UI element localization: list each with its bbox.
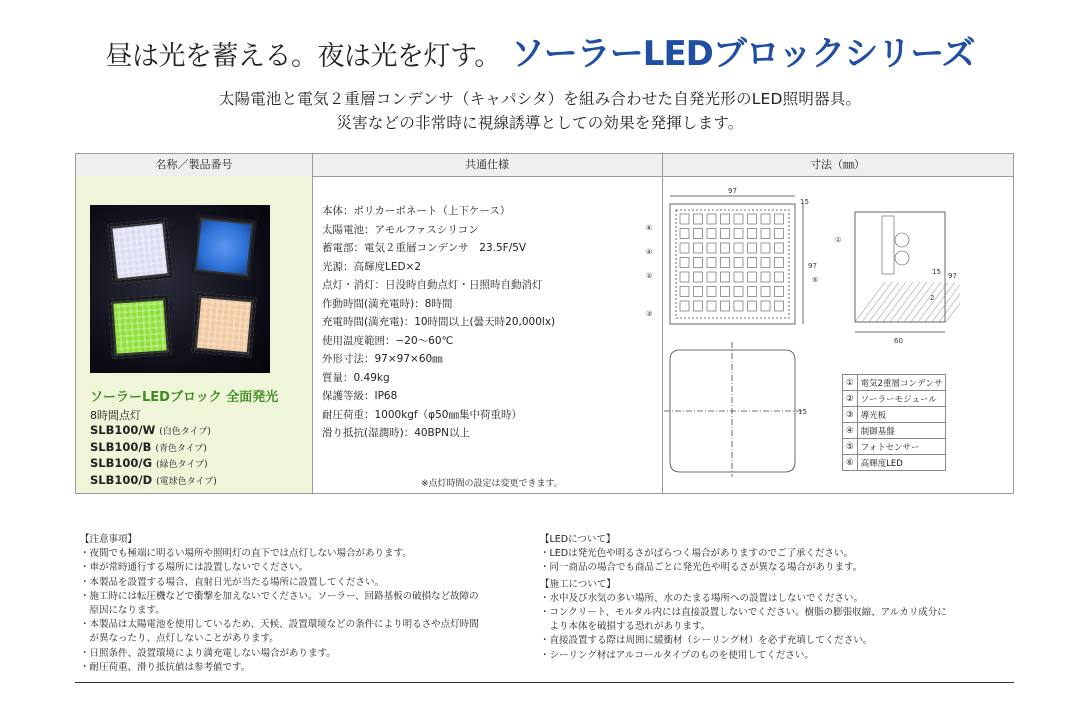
led-cell [694,229,703,239]
led-cell [721,229,730,239]
note-line: ・車が常時通行する場所には設置しないでください。 [80,562,309,574]
led-cell [775,243,784,253]
spec-item: 外形寸法：97×97×60㎜ [322,353,443,365]
column-divider [312,154,313,493]
led-heading: 【LEDについて】 [540,534,616,545]
parts-legend [842,374,946,471]
title-brand: ソーラーLEDブロックシリーズ [510,34,975,74]
header-dimensions: 寸法（㎜） [810,158,865,171]
dim-side-height: 97 [948,272,957,280]
green-block-image [108,295,172,359]
led-cell [775,214,784,224]
note-line: 原因になります。 [80,605,165,617]
led-cell [734,243,743,253]
led-cell [748,272,757,282]
note-line: ・本製品は太陽電池を使用しているため、天候、設置環境などの条件により明るさや点灯時間 [80,619,479,631]
led-cell [707,258,716,268]
led-cell [721,272,730,282]
led-cell [775,272,784,282]
spec-item: 保護等級：IP68 [322,390,398,402]
spec-item: 滑り抵抗(湿潤時)：40BPN以上 [322,427,470,439]
legend-row: ④ 制御基盤 [843,423,946,439]
led-cell [721,258,730,268]
callout-4: ④ [646,248,653,256]
product-subtitle: 8時間点灯 [90,409,141,422]
led-cell [721,301,730,311]
led-cell [734,301,743,311]
dim-corner: 15 [800,198,809,206]
led-cell [748,229,757,239]
note-line: ・コンクリート、モルタル内には直接設置しないでください。樹脂の膨張収縮、アルカリ成分に [540,607,947,619]
led-cell [721,214,730,224]
spec-item: 作動時間(満充電時)：8時間 [322,297,453,310]
white-block-image [107,218,173,284]
led-cell [680,243,689,253]
warm-block-image [191,292,256,357]
led-cell [761,258,770,268]
dim-side-width: 60 [894,337,903,345]
hatch-line [946,282,960,322]
spec-item: 蓄電部：電気２重層コンデンサ 23.5F/5V [322,242,527,254]
spec-item: 充電時間(満充電)：10時間以上(曇天時20,000lx) [322,316,556,328]
led-cell [707,272,716,282]
led-cell [721,287,730,297]
note-line: ・LEDは発光色や明るさがばらつく場合がありますのでご了承ください。 [540,548,854,560]
led-cell [761,243,770,253]
led-cell [707,301,716,311]
spec-item: 本体：ポリカーボネート（上下ケース） [322,205,511,217]
led-cell [680,214,689,224]
bottom-rule [75,682,1014,683]
led-cell [761,229,770,239]
led-cell [707,229,716,239]
led-cell [680,287,689,297]
legend-row: ③ 導光板 [843,407,946,423]
product-photo [90,205,270,373]
model-item: SLB100/G (緑色タイプ) [90,456,208,470]
led-cell [707,214,716,224]
led-cell [694,272,703,282]
spec-item: 点灯・消灯：日没時自動点灯・日照時自動消灯 [322,279,543,291]
callout-5: ⑤ [812,276,819,284]
product-name: ソーラーLEDブロック 全面発光 [90,390,279,405]
led-cell [734,272,743,282]
callout-2: ② [646,272,653,280]
led-cell [721,243,730,253]
dim-bottom-edge: 15 [798,408,807,416]
table-header-row [76,154,1013,177]
led-cell [761,287,770,297]
note-line: ・施工時には転圧機などで衝撃を加えないでください。ソーラー、回路基板の破損など故障の [80,590,479,602]
led-cell [680,301,689,311]
led-cell [707,287,716,297]
led-cell [694,301,703,311]
led-cell [775,301,784,311]
led-cell [707,243,716,253]
subtitle-line-1: 太陽電池と電気２重層コンデンサ（キャパシタ）を組み合わせた自発光形のLED照明器具。 [218,90,862,108]
led-cell [761,272,770,282]
led-construction-notes [540,533,1000,663]
note-line: ・日照条件、設置環境により満充電しない場合があります。 [80,647,336,659]
led-cell [734,258,743,268]
callout-3: ③ [646,310,653,318]
header-spec: 共通仕様 [465,158,509,171]
led-cell [694,214,703,224]
led-cell [680,229,689,239]
model-item: SLB100/W (白色タイプ) [90,423,211,437]
model-item: SLB100/D (電球色タイプ) [90,472,217,487]
product-cell [76,176,312,493]
caution-heading: 【注意事項】 [80,534,138,545]
led-cell [748,287,757,297]
legend-row: ⑥ 高輝度LED [843,455,946,471]
spec-note: ※点灯時間の設定は変更できます。 [421,479,563,489]
callout-6: ⑥ [646,224,653,232]
callout-1: ① [835,236,842,244]
led-cell [775,287,784,297]
page-title [0,26,1080,75]
led-cell [748,214,757,224]
legend-row: ① 電気2重層コンデンサ [843,375,946,391]
note-line: が異なったり、点灯しないことがあります。 [80,633,279,645]
led-cell [775,258,784,268]
led-cell [748,243,757,253]
spec-item: 質量：0.49kg [322,371,390,384]
led-cell [680,258,689,268]
led-cell [748,301,757,311]
dim-side-a: 15 [932,268,941,276]
legend-row: ② ソーラーモジュール [843,391,946,407]
dim-top-width: 97 [728,187,737,195]
note-line: ・本製品を設置する場合、直射日光が当たる場所に設置してください。 [80,576,385,588]
led-cell [775,229,784,239]
led-cell [694,243,703,253]
legend-row: ⑤ フォトセンサー [843,439,946,455]
hatch-line [939,282,960,322]
title-tagline: 昼は光を蓄える。夜は光を灯す。 [105,41,501,72]
led-cell [694,287,703,297]
led-cell [734,287,743,297]
note-line: より本体を破損する恐れがあります。 [540,621,711,633]
blue-block-image [191,214,257,280]
model-item: SLB100/B (青色タイプ) [90,439,207,454]
spec-item: 使用温度範囲：−20〜60℃ [322,334,454,347]
led-cell [761,301,770,311]
led-cell [734,229,743,239]
construction-heading: 【施工について】 [540,578,616,590]
note-line: ・夜間でも極端に明るい場所や照明灯の直下では点灯しない場合があります。 [80,548,412,560]
spec-list [322,202,555,443]
led-cell [761,214,770,224]
led-cell [680,272,689,282]
subtitle-line-2: 災害などの非常時に視線誘導としての効果を発揮します。 [336,114,744,132]
note-line: ・同一商品の場合でも商品ごとに発光色や明るさが異なる場合があります。 [540,562,863,574]
led-cell [694,258,703,268]
caution-notes [80,533,520,675]
spec-item: 太陽電池：アモルファスシリコン [322,223,479,236]
note-line: ・水中及び水気の多い場所、水のたまる場所への設置はしないでください。 [540,592,864,604]
led-cell [748,258,757,268]
note-line: ・シーリング材はアルコールタイプのものを使用してください。 [540,649,814,661]
model-list [90,423,217,489]
led-cell [734,214,743,224]
header-name: 名称／製品番号 [155,158,233,171]
spec-item: 耐圧荷重：1000kgf（φ50㎜集中荷重時） [322,408,522,421]
note-line: ・直接設置する際は周囲に緩衝材（シーリング材）を必ず充填してください。 [540,635,873,647]
note-line: ・耐圧荷重、滑り抵抗値は参考値です。 [80,661,251,673]
spec-item: 光源：高輝度LED×2 [322,260,422,273]
dim-top-height: 97 [808,262,817,270]
dim-side-b: 2 [930,294,935,302]
